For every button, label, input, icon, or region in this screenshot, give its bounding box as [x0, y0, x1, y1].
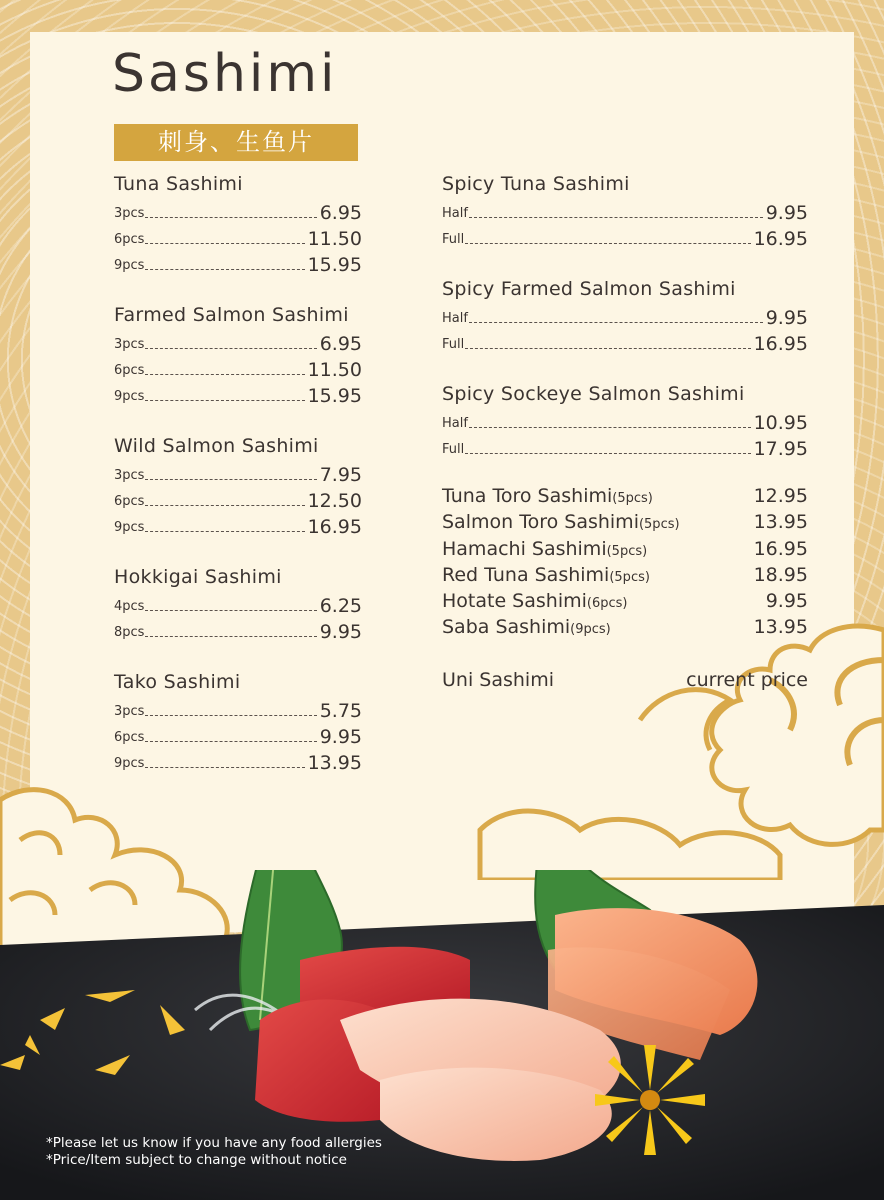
- special-item-row: [442, 590, 808, 616]
- footnotes: [46, 1135, 382, 1169]
- dotted-leader: [145, 217, 316, 218]
- special-item-name-wrap: [442, 485, 653, 507]
- price-row: [114, 381, 362, 407]
- special-item-row: [442, 485, 808, 511]
- dotted-leader: [465, 243, 750, 244]
- price-row: [114, 696, 362, 722]
- special-item-price: 12.95: [753, 485, 808, 507]
- price-row: [114, 486, 362, 512]
- item-price: 6.25: [319, 595, 362, 617]
- menu-item-group: [442, 380, 808, 460]
- special-item-name: Saba Sashimi: [442, 616, 571, 639]
- dotted-leader: [145, 479, 316, 480]
- menu-item-name: Farmed Salmon Sashimi: [114, 304, 349, 326]
- item-price: 13.95: [307, 752, 362, 774]
- uni-row: [442, 669, 808, 691]
- price-row: [114, 250, 362, 276]
- menu-item-group: [442, 275, 808, 355]
- dotted-leader: [469, 427, 751, 428]
- price-row: [114, 460, 362, 486]
- special-item-name: Red Tuna Sashimi: [442, 563, 610, 586]
- special-item-name-wrap: [442, 590, 628, 612]
- item-price: 12.50: [307, 490, 362, 512]
- price-row: [114, 722, 362, 748]
- price-row: [442, 408, 808, 434]
- item-price: 17.95: [753, 438, 808, 460]
- special-item-name: Tuna Toro Sashimi: [442, 485, 613, 507]
- special-item-name: Hamachi Sashimi: [442, 537, 607, 560]
- uni-name: Uni Sashimi: [442, 668, 554, 691]
- menu-item-name: Tako Sashimi: [114, 671, 241, 693]
- dotted-leader: [145, 400, 304, 401]
- price-row: [114, 591, 362, 617]
- portion-size: Full: [442, 337, 465, 352]
- uni-price: current price: [686, 668, 808, 691]
- special-item-qty: (9pcs): [570, 622, 611, 638]
- item-price: 9.95: [765, 307, 808, 329]
- special-item-price: 13.95: [753, 616, 808, 639]
- portion-size: 4pcs: [114, 599, 145, 614]
- price-row: [442, 329, 808, 355]
- special-item-qty: (6pcs): [586, 596, 628, 612]
- price-row: [442, 303, 808, 329]
- price-row: [442, 434, 808, 460]
- dotted-leader: [465, 348, 750, 349]
- special-item-name-wrap: [442, 564, 650, 586]
- menu-item-name: Hokkigai Sashimi: [114, 566, 282, 588]
- menu-item-name: Spicy Sockeye Salmon Sashimi: [442, 383, 745, 405]
- special-item-price: 16.95: [753, 537, 808, 560]
- portion-size: 6pcs: [114, 232, 145, 247]
- dotted-leader: [469, 322, 763, 323]
- page-title: Sashimi: [112, 44, 338, 104]
- dotted-leader: [145, 269, 304, 270]
- menu-item-group: [114, 170, 362, 276]
- portion-size: 6pcs: [114, 494, 145, 509]
- right-menu-column: [442, 170, 808, 691]
- item-price: 15.95: [307, 254, 362, 276]
- special-item-row: [442, 511, 808, 537]
- item-price: 9.95: [319, 726, 362, 748]
- special-item-name: Hotate Sashimi: [442, 590, 587, 613]
- portion-size: 6pcs: [114, 730, 145, 745]
- menu-item-name: Spicy Farmed Salmon Sashimi: [442, 278, 736, 300]
- dotted-leader: [465, 453, 750, 454]
- price-row: [442, 224, 808, 250]
- portion-size: 3pcs: [114, 206, 145, 221]
- portion-size: 9pcs: [114, 389, 145, 404]
- menu-item-group: [114, 301, 362, 407]
- price-row: [114, 329, 362, 355]
- item-price: 6.95: [319, 202, 362, 224]
- footnote-price-change: *Price/Item subject to change without notice: [46, 1152, 347, 1168]
- item-price: 9.95: [765, 202, 808, 224]
- item-price: 11.50: [307, 359, 362, 381]
- special-item-name: Salmon Toro Sashimi: [442, 511, 639, 534]
- portion-size: 3pcs: [114, 704, 145, 719]
- portion-size: Half: [442, 311, 468, 326]
- special-item-qty: (5pcs): [612, 491, 653, 506]
- chinese-subtitle-banner: 刺身、生鱼片: [114, 124, 358, 161]
- menu-item-name: Tuna Sashimi: [114, 173, 243, 195]
- portion-size: Half: [442, 206, 468, 221]
- menu-item-name: Wild Salmon Sashimi: [114, 435, 319, 457]
- special-item-row: [442, 538, 808, 564]
- special-item-price: 18.95: [753, 563, 808, 586]
- dotted-leader: [145, 767, 304, 768]
- item-price: 9.95: [319, 621, 362, 643]
- dotted-leader: [145, 610, 316, 611]
- dotted-leader: [145, 243, 304, 244]
- item-price: 15.95: [307, 385, 362, 407]
- menu-item-group: [114, 432, 362, 538]
- menu-item-name: Spicy Tuna Sashimi: [442, 173, 630, 195]
- special-item-name-wrap: [442, 538, 647, 560]
- dotted-leader: [145, 505, 304, 506]
- menu-item-group: [442, 170, 808, 250]
- special-item-price: 9.95: [765, 590, 808, 613]
- price-row: [114, 224, 362, 250]
- portion-size: 3pcs: [114, 468, 145, 483]
- special-item-name-wrap: [442, 616, 611, 638]
- special-item-qty: (5pcs): [638, 517, 680, 533]
- portion-size: Full: [442, 232, 465, 247]
- item-price: 6.95: [319, 333, 362, 355]
- footnote-allergies: *Please let us know if you have any food allergies: [46, 1135, 382, 1151]
- special-item-qty: (5pcs): [606, 543, 648, 559]
- special-item-row: [442, 564, 808, 590]
- price-row: [442, 198, 808, 224]
- portion-size: 6pcs: [114, 363, 145, 378]
- price-row: [114, 512, 362, 538]
- portion-size: 9pcs: [114, 520, 145, 535]
- menu-item-group: [114, 668, 362, 774]
- special-item-row: [442, 616, 808, 642]
- portion-size: 3pcs: [114, 337, 145, 352]
- item-price: 16.95: [753, 228, 808, 250]
- item-price: 10.95: [753, 412, 808, 434]
- dotted-leader: [145, 636, 316, 637]
- special-item-name-wrap: [442, 511, 680, 533]
- special-item-price: 13.95: [753, 511, 808, 534]
- dotted-leader: [145, 531, 304, 532]
- dotted-leader: [469, 217, 763, 218]
- portion-size: 9pcs: [114, 258, 145, 273]
- left-menu-column: [114, 170, 362, 799]
- item-price: 16.95: [753, 333, 808, 355]
- dotted-leader: [145, 348, 316, 349]
- price-row: [114, 748, 362, 774]
- specials-list: [442, 485, 808, 643]
- special-item-qty: (5pcs): [609, 569, 650, 585]
- item-price: 5.75: [319, 700, 362, 722]
- portion-size: Full: [442, 442, 465, 457]
- dotted-leader: [145, 715, 316, 716]
- dotted-leader: [145, 374, 304, 375]
- dotted-leader: [145, 741, 316, 742]
- portion-size: Half: [442, 416, 468, 431]
- menu-item-group: [114, 563, 362, 643]
- item-price: 16.95: [307, 516, 362, 538]
- price-row: [114, 617, 362, 643]
- price-row: [114, 198, 362, 224]
- item-price: 11.50: [307, 228, 362, 250]
- price-row: [114, 355, 362, 381]
- item-price: 7.95: [319, 464, 362, 486]
- portion-size: 8pcs: [114, 625, 145, 640]
- portion-size: 9pcs: [114, 756, 145, 771]
